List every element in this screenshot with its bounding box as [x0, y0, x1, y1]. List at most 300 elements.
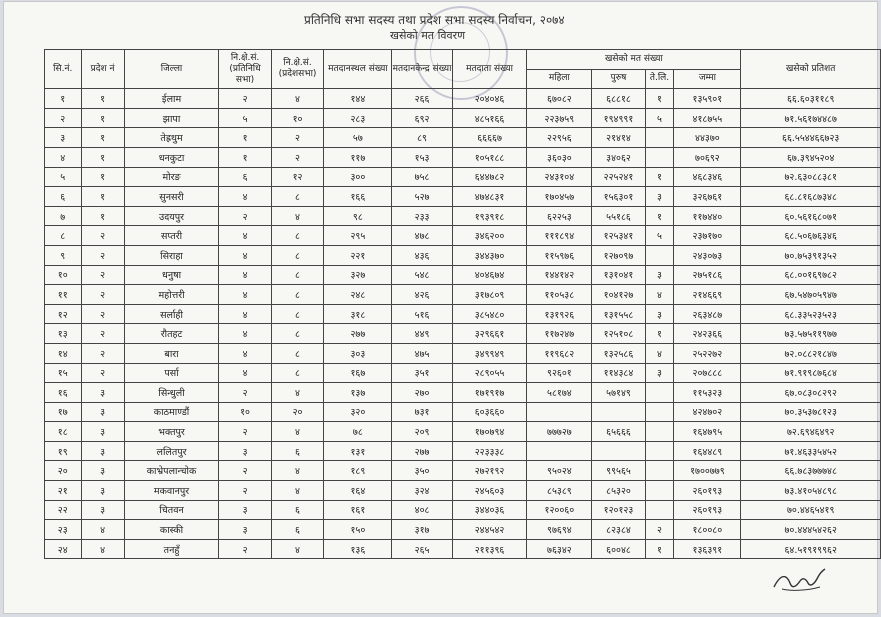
table-row — [45, 187, 881, 207]
cell-percent: ६७.३९४५२०४ — [741, 147, 881, 167]
cell-polling-places: १५० — [324, 520, 392, 540]
cell-male: ११४३८४ — [592, 363, 645, 383]
cell-province: ३ — [81, 481, 124, 501]
cell-province: ३ — [81, 441, 124, 461]
cell-province: १ — [81, 89, 124, 109]
cell-total: १७००७७९ — [674, 461, 741, 481]
cell-female: ९७६९४ — [527, 520, 592, 540]
cell-province: १ — [81, 206, 124, 226]
table-row — [45, 461, 881, 481]
cell-district: ईलाम — [124, 89, 219, 109]
cell-district: सिराहा — [124, 245, 219, 265]
cell-sn: ७ — [45, 206, 82, 226]
cell-district: तनहुँ — [124, 539, 219, 559]
cell-fed-constituency: ४ — [219, 187, 271, 207]
cell-province: २ — [81, 226, 124, 246]
cell-male: १५६३०१ — [592, 187, 645, 207]
cell-district: सुनसरी — [124, 187, 219, 207]
cell-percent: ६६.६०३११८९ — [741, 89, 881, 109]
cell-sn: ८ — [45, 226, 82, 246]
cell-voters: १९३९१८ — [452, 206, 527, 226]
header-province: प्रदेश नं — [81, 50, 124, 89]
cell-percent: ७०.७५३९१३५२ — [741, 245, 881, 265]
cell-percent: ७३.५७५११९७७ — [741, 324, 881, 344]
cell-third-gender: ३ — [645, 363, 674, 383]
cell-voters: ३४४०३६ — [452, 500, 527, 520]
table-row — [45, 402, 881, 422]
cell-prov-constituency: ८ — [271, 187, 324, 207]
table-row — [45, 206, 881, 226]
cell-district: झापा — [124, 108, 219, 128]
cell-polling-centers: ४७८ — [392, 226, 452, 246]
cell-polling-centers: ३५१ — [392, 363, 452, 383]
cell-polling-centers: ४२६ — [392, 285, 452, 305]
cell-third-gender — [645, 245, 674, 265]
table-row — [45, 481, 881, 501]
cell-fed-constituency: १० — [219, 402, 271, 422]
cell-percent: ७३.४१०५४८९८ — [741, 481, 881, 501]
cell-province: ४ — [81, 520, 124, 540]
cell-district: पर्सा — [124, 363, 219, 383]
cell-total: १३५९०१ — [674, 89, 741, 109]
cell-total: ४१८७५५ — [674, 108, 741, 128]
cell-prov-constituency: ४ — [271, 89, 324, 109]
cell-male: ८५३२० — [592, 481, 645, 501]
cell-total: ४२४७०२ — [674, 402, 741, 422]
cell-sn: ५ — [45, 167, 82, 187]
cell-third-gender: १ — [645, 206, 674, 226]
cell-total: १८००८० — [674, 520, 741, 540]
cell-third-gender — [645, 402, 674, 422]
header-sn: सि.नं. — [45, 50, 82, 89]
header-female: महिला — [527, 69, 592, 89]
cell-male: १२५१०८ — [592, 324, 645, 344]
cell-prov-constituency: ४ — [271, 422, 324, 442]
cell-percent: ६७.०८३०८२९२ — [741, 383, 881, 403]
cell-voters: १७०७९४ — [452, 422, 527, 442]
cell-total: ११७४४० — [674, 206, 741, 226]
cell-percent: ७०.३५३७८१२३ — [741, 402, 881, 422]
cell-percent: ६८.३३५२३५२३ — [741, 304, 881, 324]
cell-female: ९२६०१ — [527, 363, 592, 383]
header-votes-cast: खसेको मत संख्या — [527, 50, 741, 70]
cell-polling-places: ११७ — [324, 147, 392, 167]
cell-female: ७६३४२ — [527, 539, 592, 559]
cell-sn: २२ — [45, 500, 82, 520]
table-row — [45, 108, 881, 128]
cell-third-gender: ५ — [645, 226, 674, 246]
cell-male: १०४१२७ — [592, 285, 645, 305]
cell-polling-places: १८९ — [324, 461, 392, 481]
table-row — [45, 285, 881, 305]
cell-fed-constituency: ३ — [219, 441, 271, 461]
cell-prov-constituency: ८ — [271, 363, 324, 383]
cell-polling-centers: २०९ — [392, 422, 452, 442]
cell-fed-constituency: ३ — [219, 500, 271, 520]
cell-fed-constituency: २ — [219, 422, 271, 442]
cell-sn: १२ — [45, 304, 82, 324]
cell-female: ६२२५३ — [527, 206, 592, 226]
cell-female: २४३१०४ — [527, 167, 592, 187]
cell-sn: १४ — [45, 343, 82, 363]
cell-prov-constituency: ८ — [271, 304, 324, 324]
cell-prov-constituency: ४ — [271, 461, 324, 481]
cell-polling-centers: २७० — [392, 383, 452, 403]
cell-third-gender: ३ — [645, 187, 674, 207]
cell-voters: २४४५४२ — [452, 520, 527, 540]
cell-percent: ६८.५०६७६३४६ — [741, 226, 881, 246]
cell-male: २२५२४१ — [592, 167, 645, 187]
cell-sn: १ — [45, 89, 82, 109]
cell-third-gender — [645, 441, 674, 461]
table-row — [45, 441, 881, 461]
cell-sn: १० — [45, 265, 82, 285]
cell-percent: ६७.५४७०५९४७ — [741, 285, 881, 305]
cell-female: १७०४५७ — [527, 187, 592, 207]
cell-fed-constituency: २ — [219, 206, 271, 226]
cell-percent: ६६.५५४४६६७२३ — [741, 128, 881, 148]
cell-male: ६५६६६ — [592, 422, 645, 442]
cell-fed-constituency: ४ — [219, 245, 271, 265]
cell-third-gender: २ — [645, 520, 674, 540]
cell-male — [592, 441, 645, 461]
cell-female: ११०५३८ — [527, 285, 592, 305]
cell-voters: ६४४७८२ — [452, 167, 527, 187]
cell-voters: १०५१८८ — [452, 147, 527, 167]
cell-total: १६४७९५ — [674, 422, 741, 442]
cell-prov-constituency: ८ — [271, 265, 324, 285]
cell-voters: ३२९६६१ — [452, 324, 527, 344]
cell-total: २७५१८६ — [674, 265, 741, 285]
table-row — [45, 245, 881, 265]
cell-prov-constituency: ८ — [271, 285, 324, 305]
cell-male: १२५३४१ — [592, 226, 645, 246]
cell-total: ४६८३४६ — [674, 167, 741, 187]
cell-province: ३ — [81, 383, 124, 403]
cell-prov-constituency: ८ — [271, 226, 324, 246]
cell-prov-constituency: ६ — [271, 441, 324, 461]
cell-female: २२९५६ — [527, 128, 592, 148]
cell-prov-constituency: ४ — [271, 206, 324, 226]
cell-province: २ — [81, 324, 124, 344]
cell-district: तेह्रथुम — [124, 128, 219, 148]
cell-sn: १७ — [45, 402, 82, 422]
header-male: पुरुष — [592, 69, 645, 89]
cell-third-gender — [645, 481, 674, 501]
cell-polling-places: २८३ — [324, 108, 392, 128]
cell-voters: ३४४३७० — [452, 245, 527, 265]
cell-polling-centers: ५२७ — [392, 187, 452, 207]
cell-female: ११९६८२ — [527, 343, 592, 363]
cell-district: उदयपुर — [124, 206, 219, 226]
cell-polling-centers: ५४८ — [392, 265, 452, 285]
cell-prov-constituency: ४ — [271, 539, 324, 559]
cell-total: ७०६९२ — [674, 147, 741, 167]
cell-polling-centers: ८९ — [392, 128, 452, 148]
cell-province: ३ — [81, 461, 124, 481]
cell-fed-constituency: २ — [219, 539, 271, 559]
cell-third-gender: ४ — [645, 285, 674, 305]
cell-third-gender: ३ — [645, 265, 674, 285]
cell-male: ६००४८ — [592, 539, 645, 559]
cell-voters: २२३३३८ — [452, 441, 527, 461]
table-row — [45, 500, 881, 520]
cell-prov-constituency: ८ — [271, 245, 324, 265]
table-row — [45, 147, 881, 167]
cell-voters: ६६६६७ — [452, 128, 527, 148]
cell-fed-constituency: १ — [219, 147, 271, 167]
cell-sn: २० — [45, 461, 82, 481]
cell-female: ११७२४७ — [527, 324, 592, 344]
cell-total: २४२३६६ — [674, 324, 741, 344]
cell-percent: ७१.५६१७४४८७ — [741, 108, 881, 128]
cell-voters: ४०४६७४ — [452, 265, 527, 285]
cell-third-gender — [645, 422, 674, 442]
document-title: प्रतिनिधि सभा सदस्य तथा प्रदेश सभा सदस्य निर्वाचन, २०७४ — [304, 13, 565, 27]
cell-percent: ६६.७८३७७७४८ — [741, 461, 881, 481]
cell-percent: ६४.५१९१९९६२ — [741, 539, 881, 559]
cell-prov-constituency: १० — [271, 108, 324, 128]
cell-polling-centers: २७७ — [392, 441, 452, 461]
cell-fed-constituency: २ — [219, 89, 271, 109]
cell-percent: ७२.६३०८८३८१ — [741, 167, 881, 187]
cell-male: १९४९९१ — [592, 108, 645, 128]
cell-polling-places: २२१ — [324, 245, 392, 265]
cell-sn: ११ — [45, 285, 82, 305]
cell-male: १३२५८६ — [592, 343, 645, 363]
header-polling-places: मतदानस्थल संख्या — [324, 50, 392, 89]
cell-voters: २०४०४६ — [452, 89, 527, 109]
cell-province: २ — [81, 304, 124, 324]
cell-district: धनकुटा — [124, 147, 219, 167]
cell-female: ३६०३० — [527, 147, 592, 167]
cell-province: २ — [81, 343, 124, 363]
cell-province: ३ — [81, 500, 124, 520]
cell-male: १२७०९७ — [592, 245, 645, 265]
cell-third-gender: १ — [645, 324, 674, 344]
cell-male: १३१५५८ — [592, 304, 645, 324]
cell-province: २ — [81, 363, 124, 383]
cell-fed-constituency: २ — [219, 461, 271, 481]
table-row — [45, 520, 881, 540]
cell-sn: २ — [45, 108, 82, 128]
cell-province: २ — [81, 265, 124, 285]
cell-province: ३ — [81, 402, 124, 422]
cell-female: ५८१७४ — [527, 383, 592, 403]
cell-province: ३ — [81, 422, 124, 442]
cell-voters: ४७४८३१ — [452, 187, 527, 207]
cell-district: भक्तपुर — [124, 422, 219, 442]
cell-total: ३२६७६१ — [674, 187, 741, 207]
cell-third-gender — [645, 500, 674, 520]
cell-polling-places: ३२७ — [324, 265, 392, 285]
header-third-gender: ते.लि. — [645, 69, 674, 89]
cell-polling-places: ९८ — [324, 206, 392, 226]
cell-total: २०७८८८ — [674, 363, 741, 383]
cell-third-gender: १ — [645, 539, 674, 559]
cell-percent: ६८.००१६९७८२ — [741, 265, 881, 285]
cell-total: १६४४८९ — [674, 441, 741, 461]
cell-prov-constituency: २० — [271, 402, 324, 422]
cell-percent: ७१.९१९८७६८४ — [741, 363, 881, 383]
cell-sn: ६ — [45, 187, 82, 207]
cell-female: १३१९२६ — [527, 304, 592, 324]
cell-polling-places: २४८ — [324, 285, 392, 305]
cell-province: १ — [81, 147, 124, 167]
cell-female: ७७७२७ — [527, 422, 592, 442]
cell-total: २६०१९३ — [674, 500, 741, 520]
cell-male: १३१०४१ — [592, 265, 645, 285]
table-row — [45, 383, 881, 403]
cell-district: चितवन — [124, 500, 219, 520]
cell-prov-constituency: २ — [271, 128, 324, 148]
cell-fed-constituency: ४ — [219, 304, 271, 324]
cell-percent: ७०.४४४५४२६२ — [741, 520, 881, 540]
cell-prov-constituency: ४ — [271, 383, 324, 403]
cell-sn: १५ — [45, 363, 82, 383]
cell-district: मोरङ — [124, 167, 219, 187]
cell-district: काठमाण्डौं — [124, 402, 219, 422]
cell-prov-constituency: १२ — [271, 167, 324, 187]
vote-count-table — [44, 49, 881, 559]
cell-polling-centers: १५३ — [392, 147, 452, 167]
cell-third-gender: ४ — [645, 343, 674, 363]
cell-voters: ३४९९४९ — [452, 343, 527, 363]
cell-male: ८२३८४ — [592, 520, 645, 540]
table-row — [45, 539, 881, 559]
cell-polling-places: ५७ — [324, 128, 392, 148]
cell-third-gender: १ — [645, 89, 674, 109]
cell-province: १ — [81, 128, 124, 148]
cell-prov-constituency: ६ — [271, 520, 324, 540]
cell-total: २४३०७३ — [674, 245, 741, 265]
cell-fed-constituency: २ — [219, 383, 271, 403]
cell-province: १ — [81, 108, 124, 128]
cell-fed-constituency: ४ — [219, 363, 271, 383]
cell-fed-constituency: ४ — [219, 343, 271, 363]
cell-polling-centers: ३५० — [392, 461, 452, 481]
table-row — [45, 363, 881, 383]
signature-image — [770, 565, 830, 595]
cell-female: ९५०२४ — [527, 461, 592, 481]
cell-prov-constituency: ८ — [271, 324, 324, 344]
cell-voters: ३१७८०९ — [452, 285, 527, 305]
cell-district: बारा — [124, 343, 219, 363]
header-polling-centers: मतदानकेन्द्र संख्या — [392, 50, 452, 89]
cell-voters: ३४६२०० — [452, 226, 527, 246]
cell-total: २३७१७० — [674, 226, 741, 246]
cell-polling-places: १४४ — [324, 89, 392, 109]
cell-female — [527, 402, 592, 422]
cell-province: २ — [81, 245, 124, 265]
document-subtitle: खसेको मत विवरण — [390, 29, 466, 42]
header-district: जिल्ला — [124, 50, 219, 89]
cell-prov-constituency: ६ — [271, 500, 324, 520]
cell-total: २१४६६९ — [674, 285, 741, 305]
table-row — [45, 128, 881, 148]
cell-male: २१४१४ — [592, 128, 645, 148]
cell-percent: ७२.०८८२१८४७ — [741, 343, 881, 363]
cell-sn: १६ — [45, 383, 82, 403]
cell-total: ११५३२३ — [674, 383, 741, 403]
cell-district: रौतहट — [124, 324, 219, 344]
cell-polling-centers: ७३१ — [392, 402, 452, 422]
cell-third-gender: १ — [645, 167, 674, 187]
header-percent: खसेको प्रतिशत — [741, 50, 881, 89]
cell-district: महोत्तरी — [124, 285, 219, 305]
table-row — [45, 304, 881, 324]
cell-third-gender: ५ — [645, 108, 674, 128]
cell-female: ८५३८९ — [527, 481, 592, 501]
cell-polling-centers: ४०८ — [392, 500, 452, 520]
cell-polling-places: ७८ — [324, 422, 392, 442]
cell-polling-places: ३२० — [324, 402, 392, 422]
cell-polling-centers: २६५ — [392, 539, 452, 559]
cell-polling-places: ३०० — [324, 167, 392, 187]
cell-province: २ — [81, 285, 124, 305]
cell-male: ३४०६२ — [592, 147, 645, 167]
cell-percent: ७१.४६३३५४५२ — [741, 441, 881, 461]
cell-male: ५५१८६ — [592, 206, 645, 226]
cell-voters: २८९०५५ — [452, 363, 527, 383]
cell-polling-places: १६४ — [324, 481, 392, 501]
cell-district: मकवानपुर — [124, 481, 219, 501]
cell-province: ४ — [81, 539, 124, 559]
cell-district: ललितपुर — [124, 441, 219, 461]
cell-polling-centers: ३१७ — [392, 520, 452, 540]
cell-polling-centers: ५१६ — [392, 304, 452, 324]
cell-female — [527, 441, 592, 461]
cell-male: ९९५६५ — [592, 461, 645, 481]
cell-male: ५७१४९ — [592, 383, 645, 403]
header-prov-constituency: नि.क्षे.सं. (प्रदेशसभा) — [271, 50, 324, 89]
cell-polling-centers: २३३ — [392, 206, 452, 226]
cell-female: ६७०८२ — [527, 89, 592, 109]
table-row — [45, 422, 881, 442]
cell-percent: ७०.४४६५४१९ — [741, 500, 881, 520]
cell-third-gender — [645, 147, 674, 167]
cell-prov-constituency: ८ — [271, 343, 324, 363]
cell-female: १११८९४ — [527, 226, 592, 246]
cell-percent: ६०.५६१६८०७१ — [741, 206, 881, 226]
cell-polling-places: १६१ — [324, 500, 392, 520]
cell-province: १ — [81, 187, 124, 207]
cell-fed-constituency: ६ — [219, 167, 271, 187]
cell-polling-places: १६६ — [324, 187, 392, 207]
cell-voters: २११३९६ — [452, 539, 527, 559]
cell-polling-centers: ४७५ — [392, 343, 452, 363]
cell-female: १४४१४२ — [527, 265, 592, 285]
cell-fed-constituency: ४ — [219, 265, 271, 285]
cell-prov-constituency: ४ — [271, 481, 324, 501]
cell-voters: २७२१९२ — [452, 461, 527, 481]
table-row — [45, 89, 881, 109]
cell-sn: १३ — [45, 324, 82, 344]
cell-polling-places: १६७ — [324, 363, 392, 383]
cell-female: २२३७५९ — [527, 108, 592, 128]
cell-voters: ४८५१६६ — [452, 108, 527, 128]
cell-female: ११५९७६ — [527, 245, 592, 265]
cell-district: धनुषा — [124, 265, 219, 285]
cell-polling-centers: ३२४ — [392, 481, 452, 501]
table-row — [45, 226, 881, 246]
cell-male — [592, 402, 645, 422]
cell-percent: ७२.६९४६४९२ — [741, 422, 881, 442]
cell-sn: ९ — [45, 245, 82, 265]
table-row — [45, 343, 881, 363]
cell-fed-constituency: ५ — [219, 108, 271, 128]
header-total: जम्मा — [674, 69, 741, 89]
